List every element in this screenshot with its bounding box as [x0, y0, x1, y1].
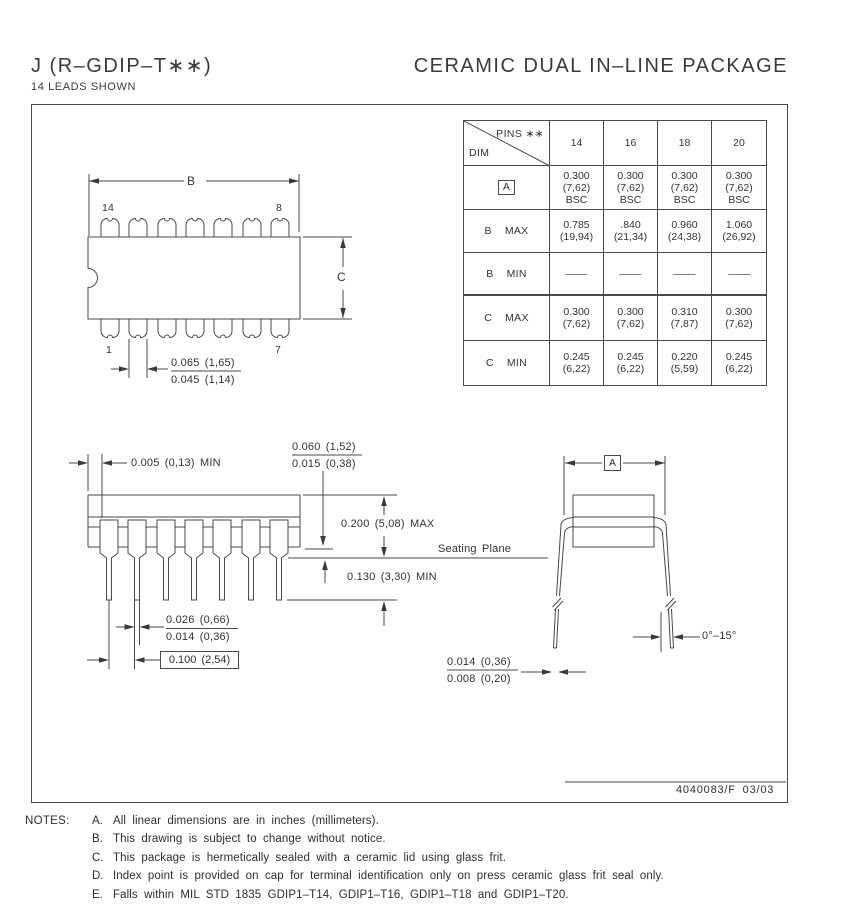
- side-view-leads: [100, 520, 288, 600]
- table-cell: —: [658, 253, 712, 296]
- table-col-header: 20: [712, 121, 766, 166]
- table-cell: 0.300 (7,62) BSC: [658, 166, 712, 210]
- top-view: [88, 174, 352, 378]
- lead-width-min-label: 0.045 (1,14): [171, 374, 235, 386]
- table-row-label-c-max: C MAX: [464, 296, 550, 341]
- table-corner-dim: DIM: [469, 147, 490, 159]
- table-cell: 0.300 (7,62): [604, 296, 658, 341]
- top-view-body-outline: [88, 237, 300, 319]
- lead-below-label: 0.130 (3,30) MIN: [347, 571, 437, 583]
- table-corner-pins: PINS ∗∗: [496, 128, 544, 140]
- table-row-label-b-min: B MIN: [464, 253, 550, 296]
- table-col-header: 16: [604, 121, 658, 166]
- lead-thick-max-label: 0.026 (0,66): [166, 614, 230, 626]
- pitch-label: 0.100 (2,54): [168, 654, 231, 666]
- dim-edge-min: [69, 454, 127, 518]
- dim-c-label: C: [337, 270, 346, 284]
- note-key: D.: [92, 870, 104, 882]
- dim-a-label: A: [608, 457, 616, 469]
- body-height-label: 0.200 (5,08) MAX: [341, 518, 435, 530]
- table-col-header: 14: [550, 121, 604, 166]
- note-text: This drawing is subject to change without notice.: [113, 833, 386, 845]
- note-text: Index point is provided on cap for terminal identification only on press ceramic glass frit seal only.: [113, 870, 664, 882]
- table-row-label-c-min: C MIN: [464, 341, 550, 385]
- end-view-body: [573, 495, 654, 547]
- table-cell: 0.300 (7,62): [712, 296, 766, 341]
- end-view: [447, 456, 700, 675]
- table-cell: —: [712, 253, 766, 296]
- note-text: This package is hermetically sealed with a ceramic lid using glass frit.: [113, 852, 507, 864]
- pin-7-label: 7: [275, 344, 282, 356]
- standoff-min-label: 0.015 (0,38): [292, 458, 356, 470]
- note-text: Falls within MIL STD 1835 GDIP1–T14, GDIP1–T16, GDIP1–T18 and GDIP1–T20.: [113, 889, 569, 901]
- pin-1-label: 1: [106, 344, 113, 356]
- table-cell: 0.300 (7,62) BSC: [550, 166, 604, 210]
- top-view-top-leads: [101, 219, 289, 238]
- table-cell: 0.785 (19,94): [550, 210, 604, 253]
- note-key: C.: [92, 852, 104, 864]
- top-view-bottom-leads: [101, 319, 289, 338]
- table-col-header: 18: [658, 121, 712, 166]
- note-key: A.: [92, 815, 103, 827]
- notes-heading: NOTES:: [25, 815, 70, 827]
- table-corner-cell: [464, 121, 550, 166]
- table-cell: 0.300 (7,62) BSC: [604, 166, 658, 210]
- drawing-number: 4040083/F 03/03: [676, 784, 775, 796]
- table-cell: 0.245 (6,22): [550, 341, 604, 385]
- page-title: J (R–GDIP–T∗∗): [31, 55, 213, 77]
- table-row-label-a: A: [464, 166, 550, 210]
- table-cell: .840 (21,34): [604, 210, 658, 253]
- table-cell: 1.060 (26,92): [712, 210, 766, 253]
- table-cell: 0.220 (5,59): [658, 341, 712, 385]
- note-key: B.: [92, 833, 103, 845]
- pin-8-label: 8: [276, 202, 283, 214]
- table-cell: 0.300 (7,62) BSC: [712, 166, 766, 210]
- lead-width-max-label: 0.065 (1,65): [171, 357, 235, 369]
- edge-min-label: 0.005 (0,13) MIN: [131, 457, 221, 469]
- pitch-dim-box: [160, 651, 239, 669]
- note-key: E.: [92, 889, 103, 901]
- seating-plane-label: Seating Plane: [438, 543, 512, 555]
- table-cell: 0.310 (7,87): [658, 296, 712, 341]
- table-cell: 0.245 (6,22): [604, 341, 658, 385]
- standoff-max-label: 0.060 (1,52): [292, 441, 356, 453]
- table-row-label-b-max: B MAX: [464, 210, 550, 253]
- end-view-legs: [553, 518, 677, 649]
- side-view-extension-lines: [287, 495, 397, 600]
- side-view: [69, 454, 548, 669]
- table-cell: 0.300 (7,62): [550, 296, 604, 341]
- lead-angle-label: 0°–15°: [702, 630, 737, 642]
- dim-a-box: [604, 455, 621, 471]
- dim-lead-below: [322, 560, 387, 626]
- package-type-title: CERAMIC DUAL IN–LINE PACKAGE: [413, 55, 788, 77]
- dim-pitch: [87, 657, 160, 663]
- table-cell: —: [550, 253, 604, 296]
- lead-thick-min-label: 0.014 (0,36): [166, 631, 230, 643]
- tip-thick-min-label: 0.008 (0,20): [447, 673, 511, 685]
- table-cell: 0.245 (6,22): [725, 351, 753, 375]
- end-view-seams: [573, 517, 654, 527]
- pin-14-label: 14: [102, 202, 115, 214]
- page-subtitle: 14 LEADS SHOWN: [31, 81, 136, 93]
- table-cell: —: [604, 253, 658, 296]
- dim-b-label: B: [187, 174, 196, 188]
- dimension-table: [463, 120, 767, 386]
- note-text: All linear dimensions are in inches (millimeters).: [113, 815, 379, 827]
- tip-thick-max-label: 0.014 (0,36): [447, 656, 511, 668]
- table-cell: 0.960 (24,38): [658, 210, 712, 253]
- dim-lead-angle: [633, 612, 700, 652]
